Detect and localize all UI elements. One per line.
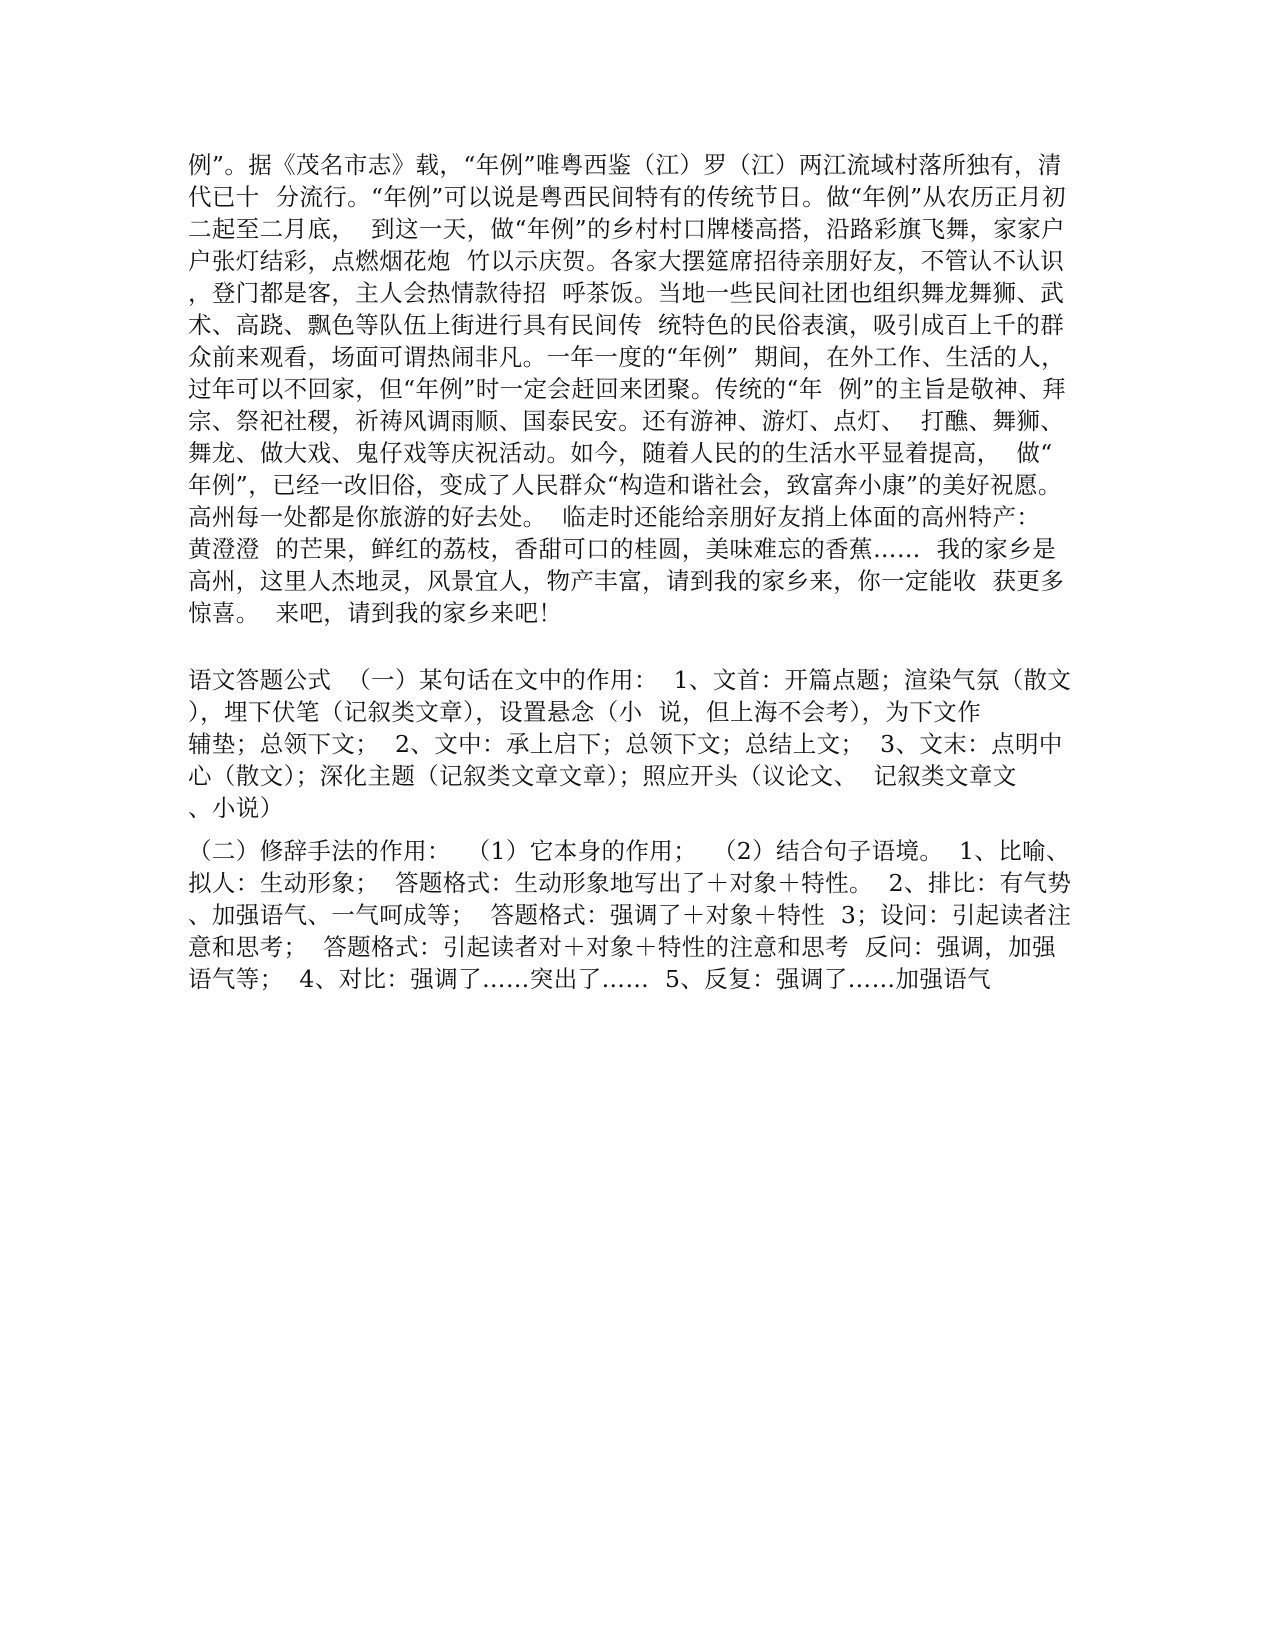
paragraph-answer-formula-1	[188, 664, 1092, 824]
text-line: 户张灯结彩，点燃烟花炮 竹以示庆贺。各家大摆筵席招待亲朋好友，不管认不认识	[188, 247, 1065, 275]
text-line: ），埋下伏笔（记叙类文章），设置悬念（小 说，但上海不会考），为下文作	[188, 698, 982, 726]
text-line: 意和思考； 答题格式：引起读者对＋对象＋特性的注意和思考 反问：强调，加强	[188, 933, 1056, 961]
text-line: 众前来观看，场面可谓热闹非凡。一年一度的“年例” 期间，在外工作、生活的人，	[188, 343, 1066, 371]
text-line: ，登门都是客，主人会热情款待招 呼茶饭。当地一些民间社团也组织舞龙舞狮、武	[188, 279, 1065, 307]
text-line: 高州，这里人杰地灵，风景宜人，物产丰富，请到我的家乡来，你一定能收 获更多	[188, 567, 1065, 595]
text-line: （二）修辞手法的作用： （1）它本身的作用； （2）结合句子语境。 1、比喻、	[188, 837, 1070, 865]
text-line: 语气等； 4、对比：强调了……突出了…… 5、反复：强调了……加强语气	[188, 965, 992, 993]
paragraph-rhetoric-devices	[188, 835, 1092, 995]
text-line: 二起至二月底， 到这一天，做“年例”的乡村村口牌楼高搭，沿路彩旗飞舞，家家户	[188, 215, 1066, 243]
paragraph-nianli	[188, 149, 1092, 629]
text-line: 舞龙、做大戏、鬼仔戏等庆祝活动。如今，随着人民的的生活水平显着提高， 做“	[188, 439, 1053, 467]
text-line: 惊喜。 来吧，请到我的家乡来吧！	[188, 599, 563, 627]
text-line: 、小说）	[188, 794, 284, 822]
text-line: 辅垫；总领下文； 2、文中：承上启下；总领下文；总结上文； 3、文末：点明中	[188, 730, 1063, 758]
text-line: 黄澄澄 的芒果，鲜红的荔枝，香甜可口的桂圆，美味难忘的香蕉…… 我的家乡是	[188, 535, 1056, 563]
text-line: 高州每一处都是你旅游的好去处。 临走时还能给亲朋好友捎上体面的高州特产：	[188, 503, 1041, 531]
text-line: 例”。据《茂名市志》载，“年例”唯粤西鉴（江）罗（江）两江流域村落所独有，清	[188, 151, 1062, 179]
text-line: 拟人：生动形象； 答题格式：生动形象地写出了＋对象＋特性。 2、排比：有气势	[188, 869, 1072, 897]
text-line: 代已十 分流行。“年例”可以说是粤西民间特有的传统节日。做“年例”从农历正月初	[188, 183, 1066, 211]
text-line: 、加强语气、一气呵成等； 答题格式：强调了＋对象＋特性 3；设问：引起读者注	[188, 901, 1072, 929]
text-line: 过年可以不回家，但“年例”时一定会赶回来团聚。传统的“年 例”的主旨是敬神、拜	[188, 375, 1066, 403]
text-line: 年例”，已经一改旧俗，变成了人民群众“构造和谐社会，致富奔小康”的美好祝愿。	[188, 471, 1062, 499]
text-line: 语文答题公式 （一）某句话在文中的作用： 1、文首：开篇点题；渲染气氛（散文	[188, 666, 1072, 694]
text-line: 宗、祭祀社稷，祈祷风调雨顺、国泰民安。还有游神、游灯、点灯、 打醮、舞狮、	[188, 407, 1065, 435]
text-line: 心（散文）；深化主题（记叙类文章文章）；照应开头（议论文、 记叙类文章文	[188, 762, 1017, 790]
text-line: 术、高跷、飘色等队伍上街进行具有民间传 统特色的民俗表演，吸引成百上千的群	[188, 311, 1065, 339]
